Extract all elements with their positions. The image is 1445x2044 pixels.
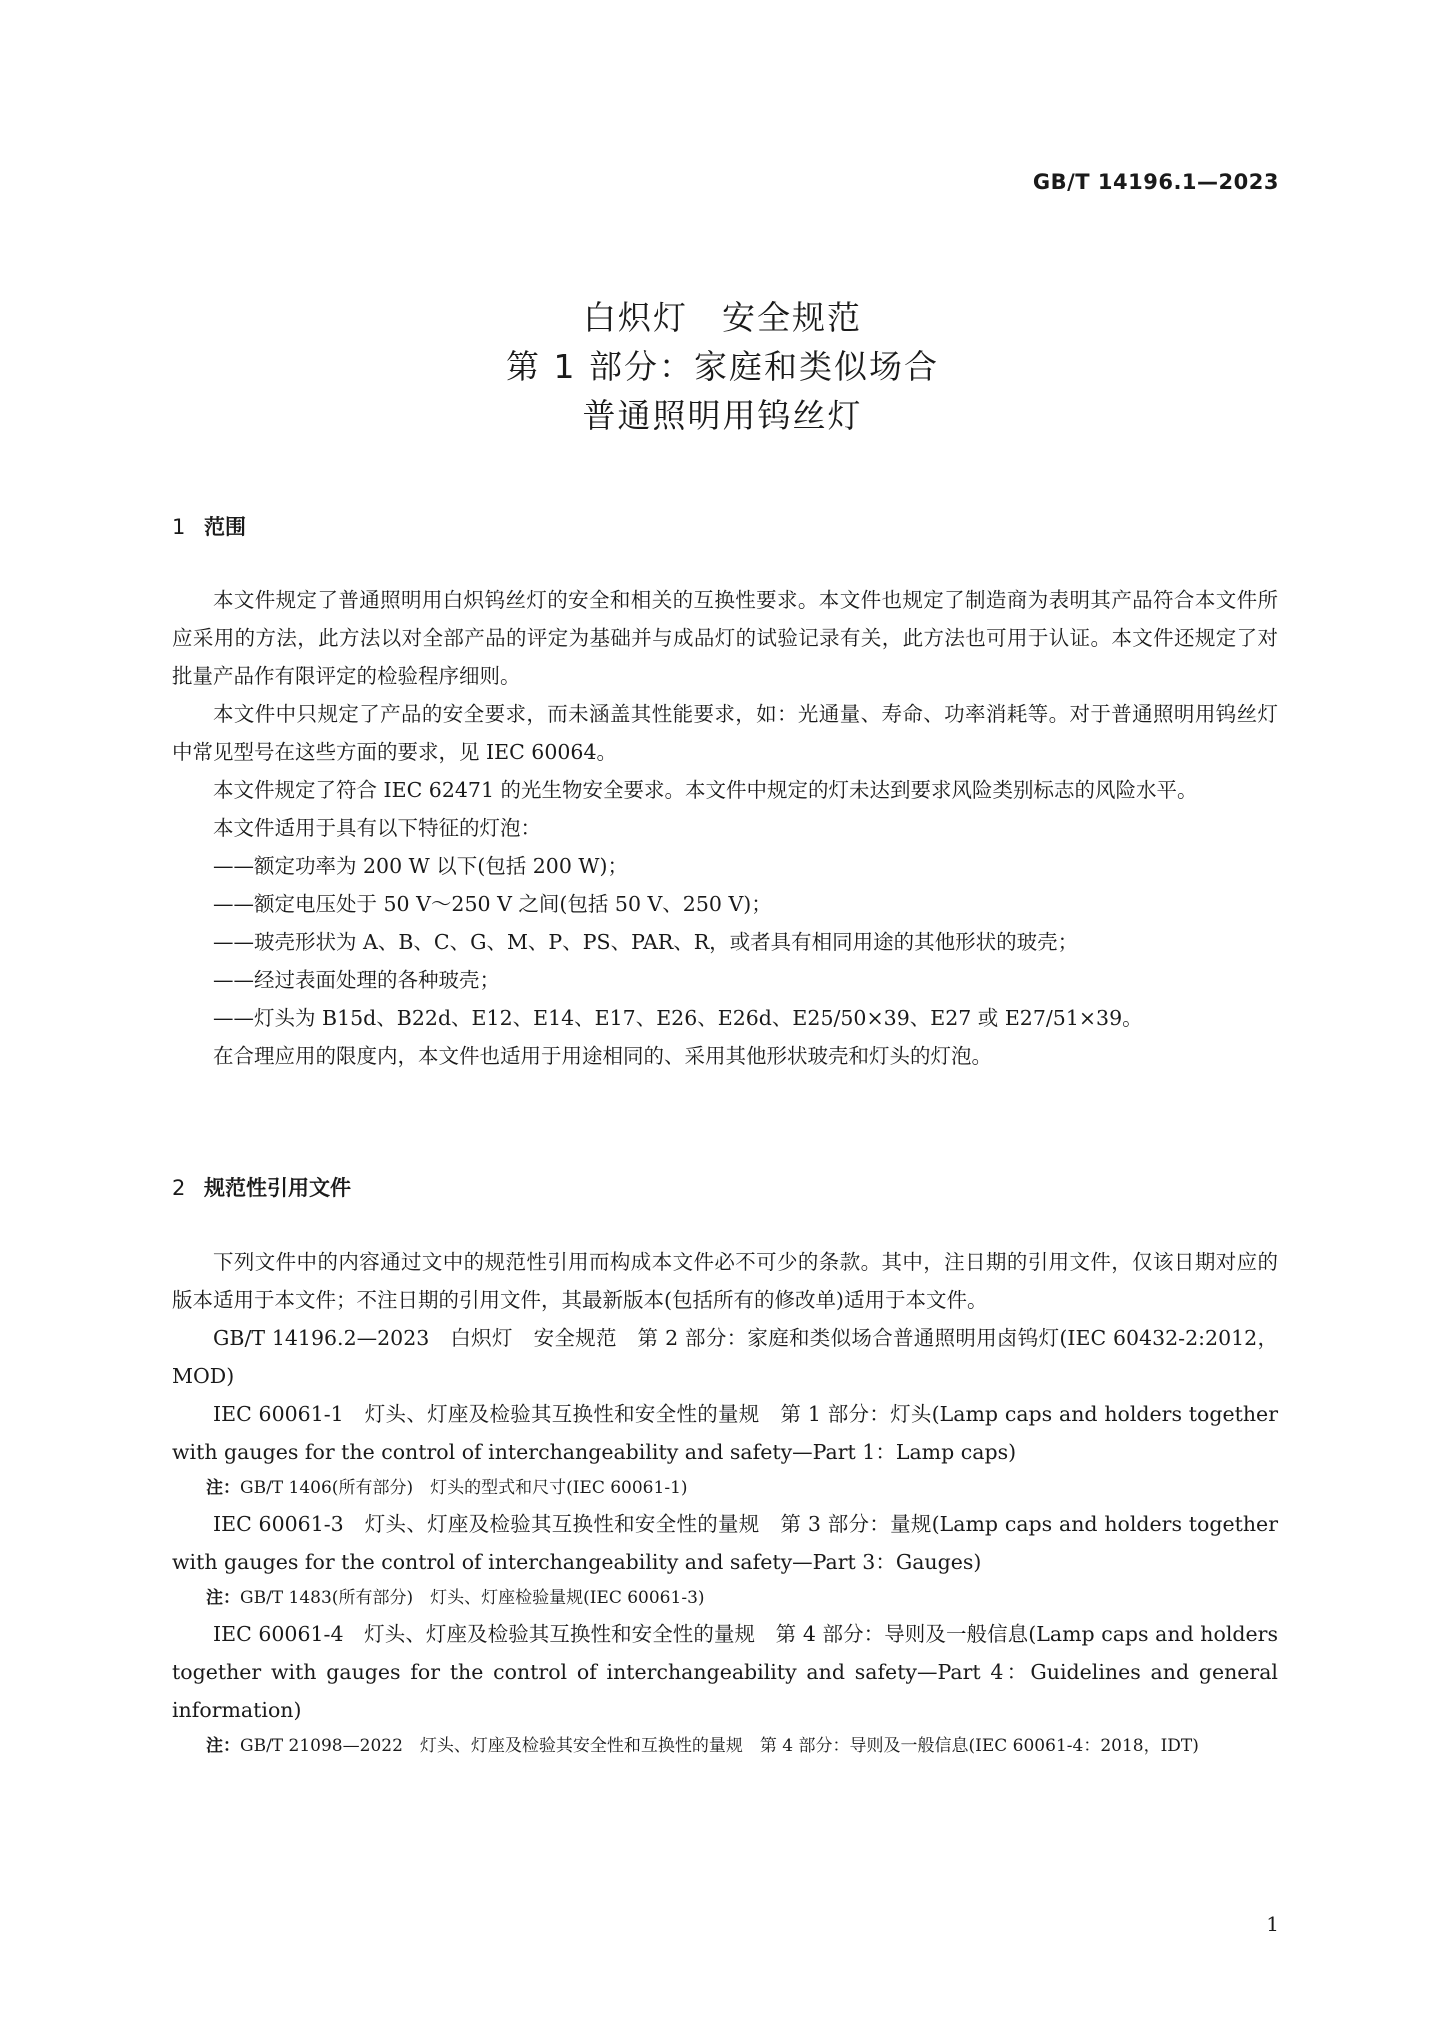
reference-note bbox=[172, 1729, 1278, 1763]
paragraph: 本文件适用于具有以下特征的灯泡： bbox=[213, 816, 541, 840]
note-text: GB/T 1406(所有部分) 灯头的型式和尺寸(IEC 60061-1) bbox=[240, 1478, 688, 1498]
title-line-1 bbox=[0, 293, 1445, 342]
note-text: GB/T 1483(所有部分) 灯头、灯座检验量规(IEC 60061-3) bbox=[240, 1588, 705, 1608]
section-1-heading bbox=[172, 511, 246, 541]
reference-entry: IEC 60061-3 灯头、灯座及检验其互换性和安全性的量规 第 3 部分：量规(Lamp caps and holders together with gauges for the control of interchangeability and safety—Part 3：Gauges) bbox=[172, 1512, 1278, 1574]
section-1-body bbox=[172, 581, 1278, 1075]
list-item: ——经过表面处理的各种玻壳； bbox=[213, 968, 500, 992]
section-1-title: 范围 bbox=[204, 515, 246, 539]
section-2-title: 规范性引用文件 bbox=[204, 1176, 351, 1200]
paragraph: 本文件规定了普通照明用白炽钨丝灯的安全和相关的互换性要求。本文件也规定了制造商为表明其产品符合本文件所应采用的方法，此方法以对全部产品的评定为基础并与成品灯的试验记录有关，此方法也可用于认证。本文件还规定了对批量产品作有限评定的检验程序细则。 bbox=[172, 588, 1278, 688]
paragraph: 在合理应用的限度内，本文件也适用于用途相同的、采用其他形状玻壳和灯头的灯泡。 bbox=[213, 1044, 992, 1068]
title-part-b: 安全规范 bbox=[722, 298, 862, 337]
note-label: 注： bbox=[206, 1588, 240, 1608]
section-1-number: 1 bbox=[172, 515, 186, 539]
title-line-2: 第 1 部分：家庭和类似场合 bbox=[506, 347, 939, 386]
paragraph: 本文件规定了符合 IEC 62471 的光生物安全要求。本文件中规定的灯未达到要求风险类别标志的风险水平。 bbox=[213, 778, 1198, 802]
title-part-a: 白炽灯 bbox=[583, 298, 688, 337]
list-item: ——灯头为 B15d、B22d、E12、E14、E17、E26、E26d、E25/50×39、E27 或 E27/51×39。 bbox=[213, 1006, 1143, 1030]
note-label: 注： bbox=[206, 1736, 240, 1756]
list-item: ——额定功率为 200 W 以下(包括 200 W)； bbox=[213, 854, 628, 878]
reference-note bbox=[172, 1581, 1278, 1615]
paragraph: 本文件中只规定了产品的安全要求，而未涵盖其性能要求，如：光通量、寿命、功率消耗等。对于普通照明用钨丝灯中常见型号在这些方面的要求，见 IEC 60064。 bbox=[172, 702, 1278, 764]
list-item: ——玻壳形状为 A、B、C、G、M、P、PS、PAR、R，或者具有相同用途的其他形状的玻壳； bbox=[213, 930, 1079, 954]
list-item: ——额定电压处于 50 V～250 V 之间(包括 50 V、250 V)； bbox=[213, 892, 772, 916]
section-2-number: 2 bbox=[172, 1176, 186, 1200]
note-text: GB/T 21098—2022 灯头、灯座及检验其安全性和互换性的量规 第 4 部分：导则及一般信息(IEC 60061-4：2018，IDT) bbox=[240, 1736, 1199, 1756]
document-title bbox=[0, 293, 1445, 440]
reference-entry: IEC 60061-1 灯头、灯座及检验其互换性和安全性的量规 第 1 部分：灯头(Lamp caps and holders together with gauges for the control of interchangeability and safety—Part 1：Lamp caps) bbox=[172, 1402, 1278, 1464]
reference-entry: GB/T 14196.2—2023 白炽灯 安全规范 第 2 部分：家庭和类似场合普通照明用卤钨灯(IEC 60432-2:2012，MOD) bbox=[172, 1326, 1278, 1388]
reference-entry: IEC 60061-4 灯头、灯座及检验其互换性和安全性的量规 第 4 部分：导则及一般信息(Lamp caps and holders together with gauges for the control of interchangeability and safety—Part 4：Guidelines and general information) bbox=[172, 1622, 1278, 1722]
reference-note bbox=[172, 1471, 1278, 1505]
section-2-body bbox=[172, 1243, 1278, 1763]
section-2-heading bbox=[172, 1172, 351, 1202]
title-line-3: 普通照明用钨丝灯 bbox=[582, 396, 863, 435]
page-number: 1 bbox=[1266, 1912, 1279, 1936]
standard-code: GB/T 14196.1—2023 bbox=[1032, 170, 1279, 194]
paragraph: 下列文件中的内容通过文中的规范性引用而构成本文件必不可少的条款。其中，注日期的引用文件，仅该日期对应的版本适用于本文件；不注日期的引用文件，其最新版本(包括所有的修改单)适用于本文件。 bbox=[172, 1250, 1278, 1312]
note-label: 注： bbox=[206, 1478, 240, 1498]
